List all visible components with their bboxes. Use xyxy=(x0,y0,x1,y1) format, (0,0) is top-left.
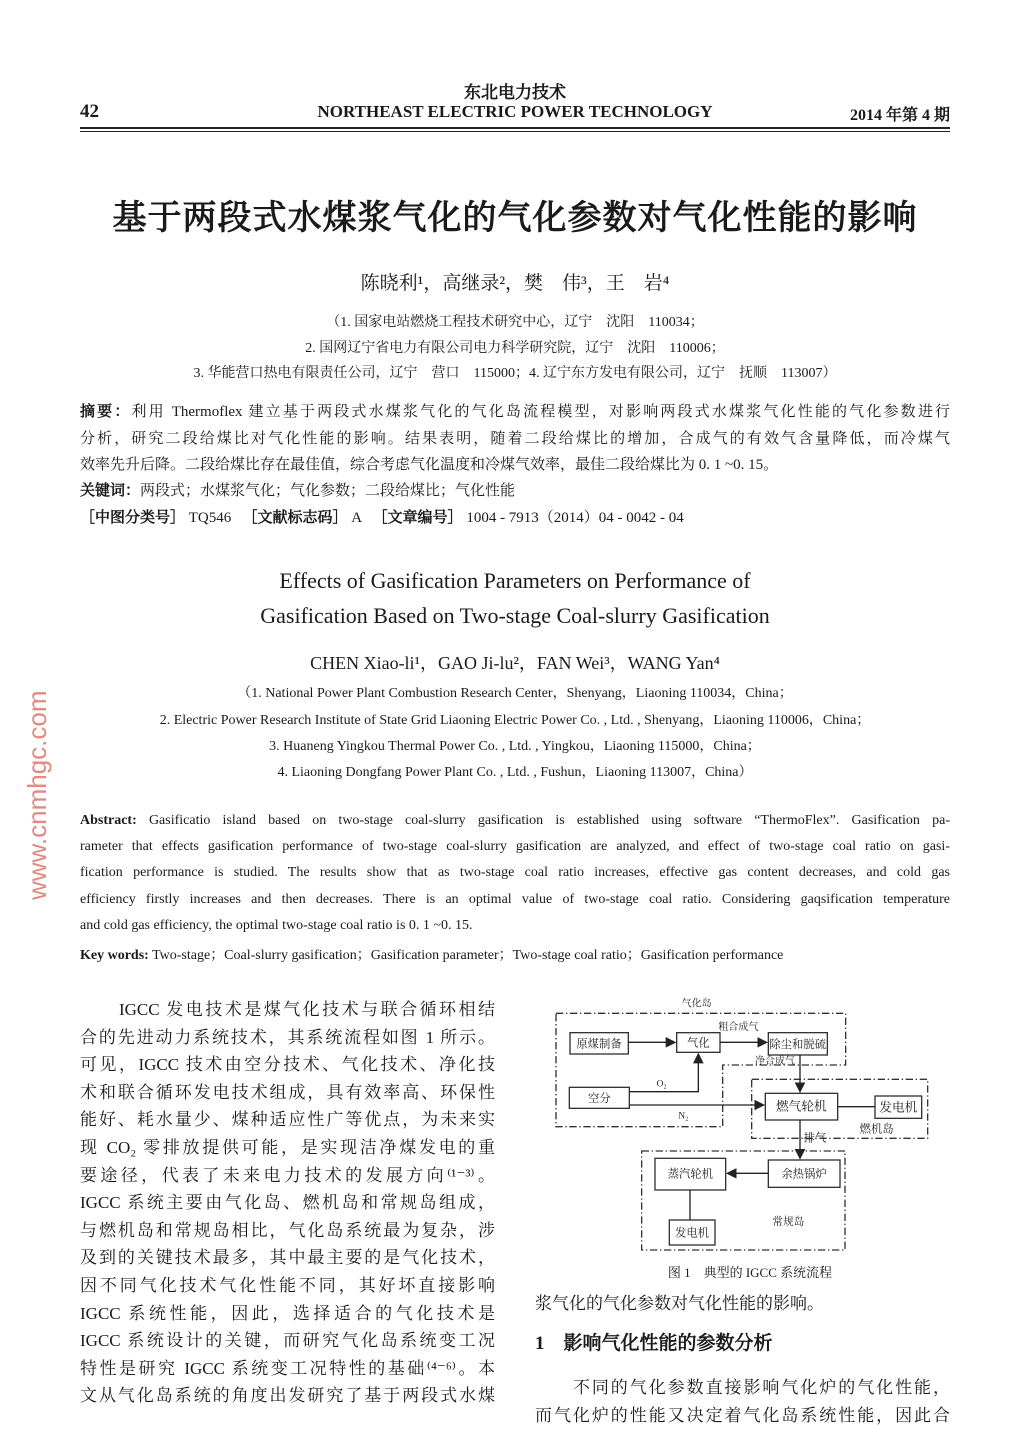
label-clean-syngas: 净合成气 xyxy=(755,1056,795,1067)
authors-cn: 陈晓利¹，高继录²，樊 伟³，王 岩⁴ xyxy=(360,273,670,294)
abstract-en-line xyxy=(80,813,950,829)
body-right-line: 而气化炉的性能又决定着气化岛系统性能，因此合 xyxy=(535,1406,950,1425)
label-gas-turbine-island: 燃机岛 xyxy=(859,1123,894,1136)
affiliation-cn: （1. 国家电站燃烧工程技术研究中心，辽宁 沈阳 110034； xyxy=(326,315,704,330)
igcc-flow-diagram xyxy=(540,990,960,1260)
keywords-en xyxy=(80,944,950,964)
body-left-line: 文从气化岛系统的角度出发研究了基于两段式水煤 xyxy=(80,1386,495,1406)
abstract-cn-line: 分析，研究二段给煤比对气化性能的影响。结果表明，随着二段给煤比的增加，合成气的有效气含量降低，而冷煤气 xyxy=(80,431,950,447)
body-left-line: IGCC 发电技术是煤气化技术与联合循环相结 xyxy=(80,1000,495,1019)
article-no-label: ［文章编号］ xyxy=(372,510,463,526)
body-left-line: IGCC 系统性能，因此，选择适合的气化技术是 xyxy=(80,1303,495,1323)
affiliation-cn: 2. 国网辽宁省电力有限公司电力科学研究院，辽宁 沈阳 110006； xyxy=(305,341,725,356)
label-cleanup: 除尘和脱硫 xyxy=(769,1039,826,1051)
label-generator-2: 发电机 xyxy=(675,1227,709,1240)
body-left-line: 能好、耗水量少、煤种适应性广等优点，为未来实 xyxy=(80,1110,495,1130)
label-exhaust: 排气 xyxy=(803,1132,827,1145)
abstract-en-label: Abstract: xyxy=(80,813,137,828)
abstract-cn-label: 摘要： xyxy=(80,404,132,420)
keywords-cn-text: 两段式；水煤浆气化；气化参数；二段给煤比；气化性能 xyxy=(140,483,516,499)
body-left-line: 术和联合循环发电技术组成，具有效率高、环保性 xyxy=(80,1082,495,1102)
body-left-line: 可见，IGCC 技术由空分技术、气化技术、净化技 xyxy=(80,1055,495,1075)
label-hrsg: 余热锅炉 xyxy=(781,1168,827,1181)
header-rule-thin xyxy=(80,131,950,132)
label-conventional-island: 常规岛 xyxy=(772,1217,805,1228)
keywords-cn xyxy=(80,479,950,500)
abstract-en-line: fication performance is studied. The results show that as two-stage coal ratio increases, effective gas content decreases, and cold gas xyxy=(80,865,950,880)
label-steam-turbine: 蒸汽轮机 xyxy=(667,1168,713,1181)
journal-name-cn: 东北电力技术 xyxy=(464,83,566,102)
doc-code-value: A xyxy=(351,510,362,526)
label-gasifier: 气化 xyxy=(686,1037,710,1050)
page-number: 42 xyxy=(80,101,99,122)
body-right-line: 不同的气化参数直接影响气化炉的气化性能， xyxy=(535,1378,950,1397)
abstract-en-line: and cold gas efficiency, the optimal two-stage coal ratio is 0. 1 ~0. 15. xyxy=(80,918,473,933)
label-generator-1: 发电机 xyxy=(879,1100,918,1115)
watermark: www.cnmhgc.com xyxy=(22,690,52,900)
affiliation-cn: 3. 华能营口热电有限责任公司，辽宁 营口 115000；4. 辽宁东方发电有限公司，辽宁 抚顺 113007） xyxy=(193,366,837,381)
abstract-cn-line xyxy=(80,400,950,421)
label-coal-prep: 原煤制备 xyxy=(576,1038,622,1051)
classification-line xyxy=(80,506,950,527)
body-right-line: 浆气化的气化参数对气化性能的影响。 xyxy=(535,1294,824,1313)
authors-en: CHEN Xiao-li¹，GAO Ji-lu²，FAN Wei³，WANG Yan⁴ xyxy=(310,653,720,673)
title-cn: 基于两段式水煤浆气化的气化参数对气化性能的影响 xyxy=(112,200,918,237)
abstract-en-line: rameter that effects gasification performance of two-stage coal-slurry gasification are analyzed, and effect of two-stage coal ratio on gasi- xyxy=(80,839,950,854)
journal-name-en: NORTHEAST ELECTRIC POWER TECHNOLOGY xyxy=(317,102,713,121)
label-gasification-island: 气化岛 xyxy=(681,998,712,1010)
body-left-line: 特性是研究 IGCC 系统变工况特性的基础⁽⁴⁻⁶⁾。本 xyxy=(80,1358,495,1378)
title-en: Effects of Gasification Parameters on Performance of xyxy=(279,568,751,593)
body-left-line: 因不同气化技术气化性能不同，其好坏直接影响 xyxy=(80,1276,495,1295)
abstract-en-text: Gasificatio island based on two-stage coal-slurry gasification is established using software “ThermoFlex”. Gasification pa- xyxy=(136,813,950,828)
affiliation-en: 3. Huaneng Yingkou Thermal Power Co. , Ltd. , Yingkou，Liaoning 115000，China； xyxy=(269,739,761,754)
label-n2: N₂ xyxy=(678,1111,689,1122)
keywords-cn-label: 关键词： xyxy=(80,483,141,499)
clc-value: TQ546 xyxy=(188,510,232,526)
affiliation-en: 4. Liaoning Dongfang Power Plant Co. , Ltd. , Fushun，Liaoning 113007，China） xyxy=(277,765,753,780)
affiliation-en: 2. Electric Power Research Institute of State Grid Liaoning Electric Power Co. , Ltd. , Shenyang，Liaoning 110006，China； xyxy=(159,713,871,728)
body-left-line: 现 CO₂ 零排放提供可能，是实现洁净煤发电的重 xyxy=(80,1138,495,1157)
abstract-en-line: efficiency firstly increases and then decreases. There is an optimal value of two-stage coal ratio. Considering gaqsification temperature xyxy=(80,892,950,907)
label-gas-turbine: 燃气轮机 xyxy=(776,1099,827,1114)
abstract-cn-text: 利用 Thermoflex 建立基于两段式水煤浆气化的气化岛流程模型，对影响两段式水煤浆气化性能的气化参数进行 xyxy=(131,404,950,420)
body-left-line: 要途径，代表了未来电力技术的发展方向⁽¹⁻³⁾。 xyxy=(80,1165,495,1185)
label-o2: O₂ xyxy=(656,1079,667,1090)
article-no-value: 1004 - 7913（2014）04 - 0042 - 04 xyxy=(466,510,684,526)
label-asu: 空分 xyxy=(587,1093,611,1105)
section-heading: 1 影响气化性能的参数分析 xyxy=(535,1333,773,1354)
issue-label: 2014 年第 4 期 xyxy=(849,107,950,124)
body-left-line: 及到的关键技术最多，其中最主要的是气化技术， xyxy=(80,1248,495,1268)
body-left-line: IGCC 系统设计的关键，而研究气化岛系统变工况 xyxy=(80,1331,495,1351)
abstract-cn-line: 效率先升后降。二段给煤比存在最佳值，综合考虑气化温度和冷煤气效率，最佳二段给煤比为 0. 1 ~0. 15。 xyxy=(80,457,779,473)
label-raw-syngas: 粗合成气 xyxy=(718,1022,759,1033)
body-left-line: IGCC 系统主要由气化岛、燃机岛和常规岛组成， xyxy=(80,1193,495,1213)
clc-label: ［中图分类号］ xyxy=(80,510,186,526)
body-left-line: 与燃机岛和常规岛相比，气化岛系统最为复杂，涉 xyxy=(80,1220,495,1240)
affiliation-en: （1. National Power Plant Combustion Research Center，Shenyang，Liaoning 110034，China； xyxy=(237,686,793,701)
title-en: Gasification Based on Two-stage Coal-slurry Gasification xyxy=(260,603,770,628)
keywords-en-label: Key words: xyxy=(80,948,149,963)
keywords-en-text: Two-stage；Coal-slurry gasification；Gasification parameter；Two-stage coal ratio；Gasification performance xyxy=(148,948,784,963)
body-left-line: 合的先进动力系统技术，其系统流程如图 1 所示。 xyxy=(80,1027,495,1047)
header-rule xyxy=(80,127,950,129)
figure-caption: 图 1 典型的 IGCC 系统流程 xyxy=(667,1265,833,1280)
doc-code-label: ［文献标志码］ xyxy=(242,510,348,526)
